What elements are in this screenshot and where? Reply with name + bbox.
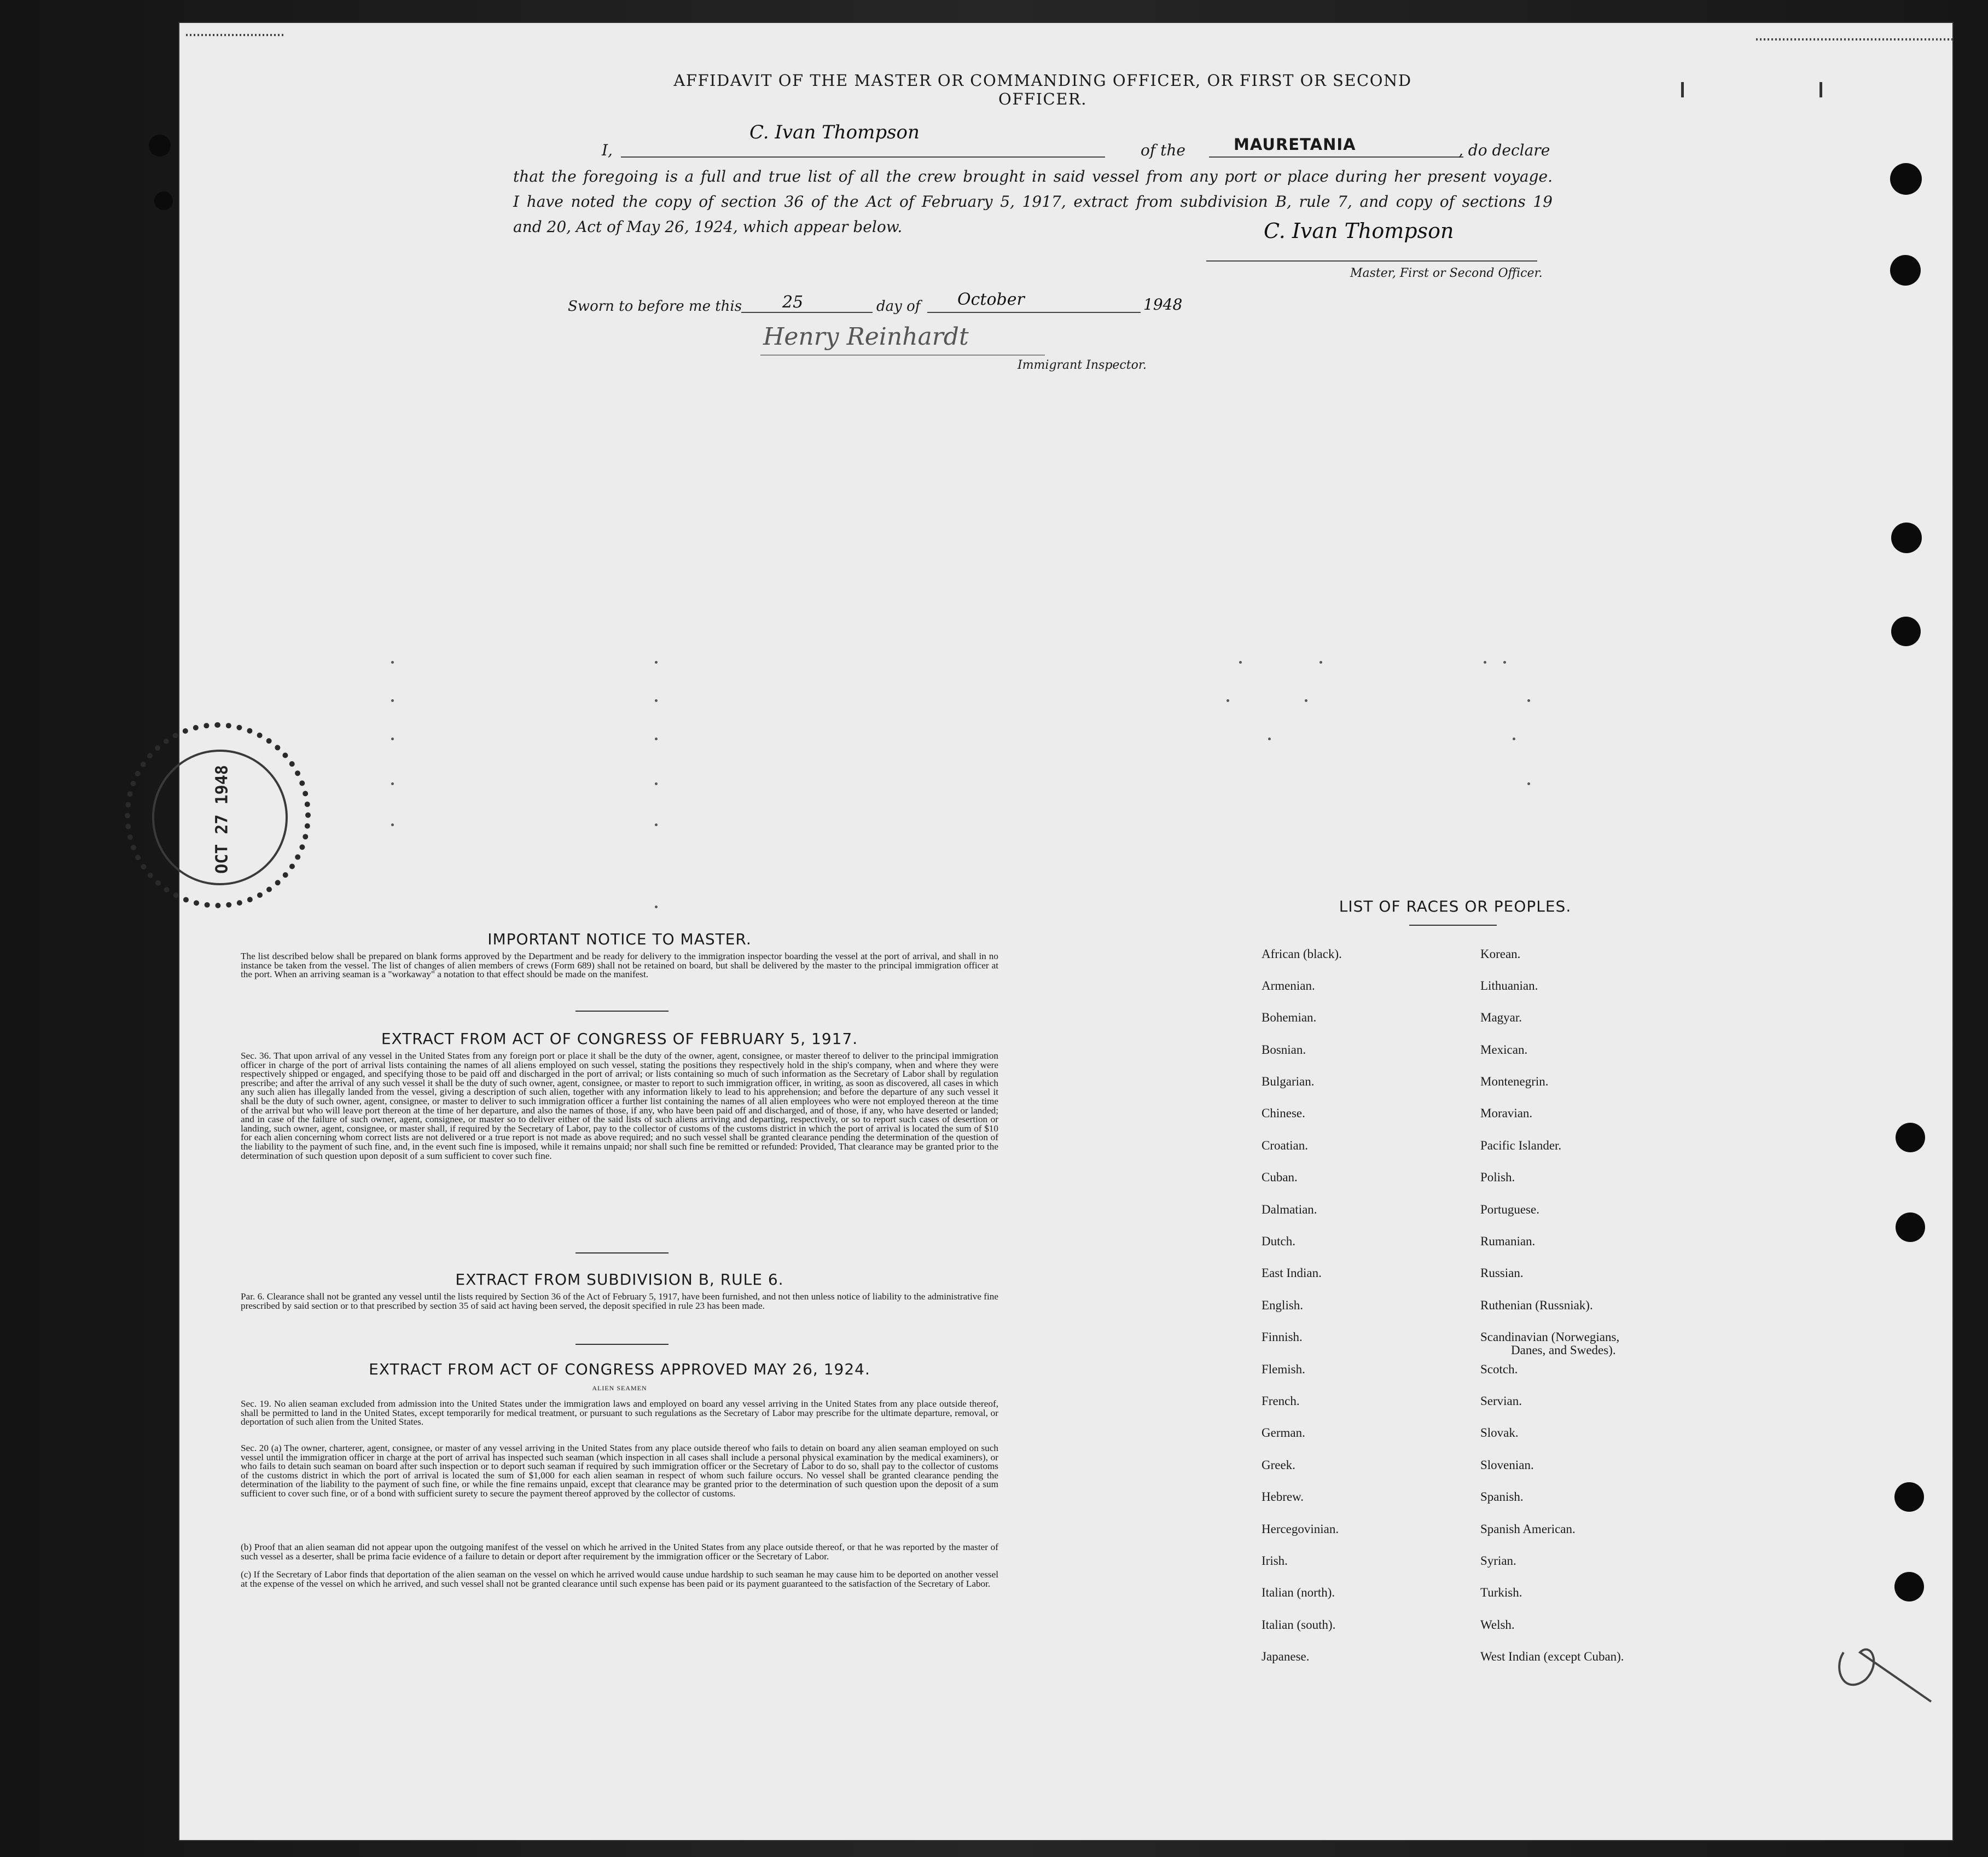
race-right: Magyar. (1480, 1011, 1522, 1024)
master-signature-caption: Master, First or Second Officer. (1350, 266, 1543, 280)
punch-hole (1891, 523, 1922, 553)
race-left: Japanese. (1262, 1650, 1310, 1663)
race-right: Montenegrin. (1480, 1075, 1549, 1088)
race-right: West Indian (except Cuban). (1480, 1650, 1624, 1663)
faint-dot (1527, 782, 1530, 785)
race-right: Scandinavian (Norwegians, (1480, 1330, 1620, 1344)
faint-dot (1513, 738, 1515, 740)
extract-1924-sec20c: (c) If the Secretary of Labor finds that deportation of the alien seaman on the vessel on which he arrived would cause undue hardship to such seaman he may cause him to be deported on another vessel at the expense of the vessel on which he arrived, and such vessel shall not be granted clearance until such expense has been paid or its payment guaranteed to the satisfaction of the Secretary of Labor. (241, 1569, 998, 1589)
faint-dot (1226, 699, 1229, 702)
extract-1917-title: EXTRACT FROM ACT OF CONGRESS OF FEBRUARY 5, 1917. (381, 1030, 858, 1048)
race-right: Slovak. (1480, 1426, 1519, 1440)
race-right: Syrian. (1480, 1554, 1516, 1568)
race-right: Spanish. (1480, 1490, 1524, 1504)
punch-hole (154, 191, 173, 210)
race-left: Flemish. (1262, 1362, 1305, 1376)
race-right: Lithuanian. (1480, 979, 1538, 993)
master-signature-line (1206, 260, 1537, 262)
race-right: Polish. (1480, 1170, 1515, 1184)
faint-dot (655, 699, 658, 702)
race-left: Italian (north). (1262, 1586, 1335, 1599)
master-signature: C. Ivan Thompson (1264, 219, 1454, 243)
master-name-signature: C. Ivan Thompson (749, 121, 920, 143)
race-right: Spanish American. (1480, 1522, 1576, 1536)
race-left: German. (1262, 1426, 1305, 1440)
top-edge-mark (1756, 38, 1953, 40)
faint-dot (391, 738, 394, 740)
affidavit-title: AFFIDAVIT OF THE MASTER OR COMMANDING OFFICER, OR FIRST OR SECOND OFFICER. (673, 71, 1412, 108)
punch-hole (1891, 617, 1921, 646)
faint-dot (655, 738, 658, 740)
punch-hole (1894, 1572, 1924, 1601)
declaration-line-4: and 20, Act of May 26, 1924, which appear below. (513, 218, 903, 236)
declaration-suffix: , do declare (1458, 141, 1550, 159)
stamp-date: OCT 27 1948 (212, 765, 232, 874)
edge-mark (1681, 82, 1684, 97)
race-left: Croatian. (1262, 1139, 1308, 1152)
race-right: Servian. (1480, 1394, 1522, 1408)
edge-mark (1820, 82, 1822, 97)
vessel-name: MAURETANIA (1234, 135, 1356, 154)
race-left: Hebrew. (1262, 1490, 1304, 1504)
races-title-rule (1409, 925, 1497, 926)
sworn-prefix: Sworn to before me this (568, 298, 742, 315)
extract-1917-body: Sec. 36. That upon arrival of any vessel in the United States from any foreign port or place it shall be the duty of the owner, agent, consignee, or master thereof to deliver to the principal immigration officer in charge of the port of arrival lists containing the names of all aliens employed on such vessel, stating the positions they respectively hold in the ship's company, when and where they were respectively shipped or engaged, and specifying those to be paid off and discharged in the port of arrival; or lists containing so much of such information as the Secretary of Labor shall by regulation prescribe; and after the arrival of any such vessel it shall be the duty of such owner, agent, consignee, or master to report to such immigration officer, in writing, as soon as discovered, all cases in which any such alien has illegally landed from the vessel, giving a description of such alien, together with any information likely to lead to his apprehension; and before the departure of any such vessel it shall be the duty of such owner, agent, consignee, or master to deliver to such immigration officer a further list containing the names of all alien employees who were not employed thereon at the time of the arrival but who will leave port thereon at the time of her departure, and also the names of those, if any, who have been paid off and discharged, and of those, if any, who have deserted or landed; and in case of the failure of such owner, agent, consignee, or master so to deliver either of the said lists of such aliens arriving and departing, respectively, or so to report such cases of desertion or landing, such owner, agent, consignee, or master shall, if required by the Secretary of Labor, pay to the collector of customs of the customs district in which the port of arrival is located the sum of $10 for each alien concerning whom correct lists are not delivered or a true report is not made as above required; and no such vessel shall be granted clearance pending the determination of the question of the liability to the payment of such fine, and, in the event such fine is imposed, while it remains unpaid; nor shall such fine be remitted or refunded: Provided, That clearance may be granted prior to the determination of such question upon deposit of a sum sufficient to cover such fine. (241, 1051, 998, 1161)
declaration-prefix: I, (602, 141, 613, 159)
inspector-signature: Henry Reinhardt (763, 323, 969, 351)
race-right: Portuguese. (1480, 1203, 1539, 1216)
inspector-caption: Immigrant Inspector. (1018, 358, 1147, 372)
declaration-of-the: of the (1141, 141, 1185, 159)
faint-dot (1268, 738, 1271, 740)
section-divider (576, 1011, 669, 1012)
extract-rule6-title: EXTRACT FROM SUBDIVISION B, RULE 6. (455, 1270, 784, 1289)
race-left: African (black). (1262, 947, 1342, 961)
sworn-month: October (957, 290, 1025, 309)
sworn-day: 25 (782, 293, 804, 312)
faint-dot (391, 782, 394, 785)
races-title: LIST OF RACES OR PEOPLES. (1339, 897, 1572, 915)
top-edge-mark (186, 34, 284, 36)
faint-dot (391, 823, 394, 826)
race-left: Italian (south). (1262, 1618, 1336, 1632)
race-right: Danes, and Swedes). (1511, 1343, 1616, 1357)
sworn-year: 1948 (1143, 295, 1183, 314)
race-left: Chinese. (1262, 1106, 1305, 1120)
immigration-date-stamp (125, 722, 311, 908)
faint-dot (1319, 661, 1322, 664)
notice-body: The list described below shall be prepared on blank forms approved by the Department and be ready for delivery to the immigration inspector boarding the vessel at the port of arrival, and shall in no instance be taken from the vessel. The list of changes of alien members of crews (Form 689) shall not be retained on board, but shall be delivered by the master to the principal immigration officer at the port. When an arriving seaman is a "workaway" a notation to that effect should be made on the manifest. (241, 951, 998, 980)
faint-dot (1503, 661, 1506, 664)
faint-dot (1527, 699, 1530, 702)
sworn-day-line (741, 312, 873, 313)
sworn-day-of: day of (876, 298, 921, 315)
faint-dot (655, 906, 658, 908)
race-left: Bosnian. (1262, 1043, 1306, 1057)
faint-dot (391, 699, 394, 702)
pencil-check-mark (1822, 1620, 1953, 1729)
faint-dot (655, 661, 658, 664)
race-left: Dalmatian. (1262, 1203, 1317, 1216)
race-right: Mexican. (1480, 1043, 1528, 1057)
extract-1924-sec20a: Sec. 20 (a) The owner, charterer, agent, consignee, or master of any vessel arriving in the United States from any place outside thereof who fails to detain on board any alien seaman employed on such vessel until the immigration officer in charge at the port of arrival has inspected such seaman (which inspection in all cases shall include a personal physical examination by the medical examiners), or who fails to detain such seaman on board after such inspection or to deport such seaman if required by such immigration officer or the Secretary of Labor to do so, shall pay to the collector of customs of the customs district in which the port of arrival is located the sum of $1,000 for each alien seaman in respect of whom such failure occurs. No vessel shall be granted clearance pending the determination of the liability to the payment of such fine, or while the fine remains unpaid, except that clearance may be granted prior to the determination of such question upon the deposit of a sum sufficient to cover such fine, or of a bond with sufficient surety to secure the payment thereof approved by the collector of customs. (241, 1443, 998, 1499)
race-left: Irish. (1262, 1554, 1288, 1568)
extract-1924-title: EXTRACT FROM ACT OF CONGRESS APPROVED MAY 26, 1924. (369, 1360, 870, 1378)
race-left: English. (1262, 1298, 1304, 1312)
race-right: Russian. (1480, 1266, 1524, 1280)
faint-dot (391, 661, 394, 664)
faint-dot (1305, 699, 1307, 702)
race-left: Dutch. (1262, 1234, 1295, 1248)
master-name-line (621, 156, 1105, 158)
race-right: Welsh. (1480, 1618, 1515, 1632)
sworn-month-line (927, 312, 1141, 313)
punch-hole (1896, 1123, 1925, 1152)
inspector-signature-line (760, 355, 1045, 356)
race-right: Korean. (1480, 947, 1521, 961)
punch-hole (1890, 255, 1921, 286)
section-divider (576, 1344, 669, 1345)
extract-1924-subtitle: ALIEN SEAMEN (592, 1384, 647, 1392)
declaration-line-2: that the foregoing is a full and true list of all the crew brought in said vessel from any port or place during her present voyage. (513, 167, 1553, 185)
punch-hole (1890, 163, 1922, 195)
race-left: Armenian. (1262, 979, 1315, 993)
punch-hole (1896, 1212, 1925, 1242)
race-right: Rumanian. (1480, 1234, 1536, 1248)
extract-1924-sec19: Sec. 19. No alien seaman excluded from admission into the United States under the immigration laws and employed on board any vessel arriving in the United States from any place outside thereof, shall be permitted to land in the United States, except temporarily for medical treatment, or pursuant to such regulations as the Secretary of Labor may prescribe for the ultimate departure, removal, or deportation of such alien from the United States. (241, 1398, 998, 1427)
race-left: Hercegovinian. (1262, 1522, 1339, 1536)
race-left: Bulgarian. (1262, 1075, 1315, 1088)
notice-title: IMPORTANT NOTICE TO MASTER. (487, 930, 752, 948)
race-right: Moravian. (1480, 1106, 1533, 1120)
race-left: Cuban. (1262, 1170, 1298, 1184)
race-right: Ruthenian (Russniak). (1480, 1298, 1593, 1312)
faint-dot (655, 823, 658, 826)
declaration-line-3: I have noted the copy of section 36 of the Act of February 5, 1917, extract from subdivision B, rule 7, and copy of sections 19 (513, 193, 1553, 211)
race-left: Bohemian. (1262, 1011, 1317, 1024)
race-right: Slovenian. (1480, 1458, 1534, 1472)
race-left: East Indian. (1262, 1266, 1322, 1280)
punch-hole (149, 135, 171, 156)
extract-1924-sec20b: (b) Proof that an alien seaman did not appear upon the outgoing manifest of the vessel on which he arrived in the United States from any place outside thereof, or that he was reported by the master of such vessel as a deserter, shall be prima facie evidence of a failure to detain or deport after requirement by the immigration officer or the Secretary of Labor. (241, 1542, 998, 1562)
faint-dot (655, 782, 658, 785)
punch-hole (1894, 1482, 1924, 1512)
vessel-name-line (1209, 156, 1463, 158)
race-left: French. (1262, 1394, 1300, 1408)
faint-dot (1484, 661, 1486, 664)
race-right: Pacific Islander. (1480, 1139, 1562, 1152)
race-right: Turkish. (1480, 1586, 1522, 1599)
extract-rule6-body: Par. 6. Clearance shall not be granted any vessel until the lists required by Section 36 of the Act of February 5, 1917, have been furnished, and not then unless notice of liability to the administrative fine prescribed by said section or to that prescribed by section 35 of said act having been served, the deposit specified in rule 23 has been made. (241, 1291, 998, 1311)
section-divider (576, 1252, 669, 1254)
race-right: Scotch. (1480, 1362, 1518, 1376)
faint-dot (1239, 661, 1242, 664)
race-left: Greek. (1262, 1458, 1295, 1472)
race-left: Finnish. (1262, 1330, 1303, 1344)
